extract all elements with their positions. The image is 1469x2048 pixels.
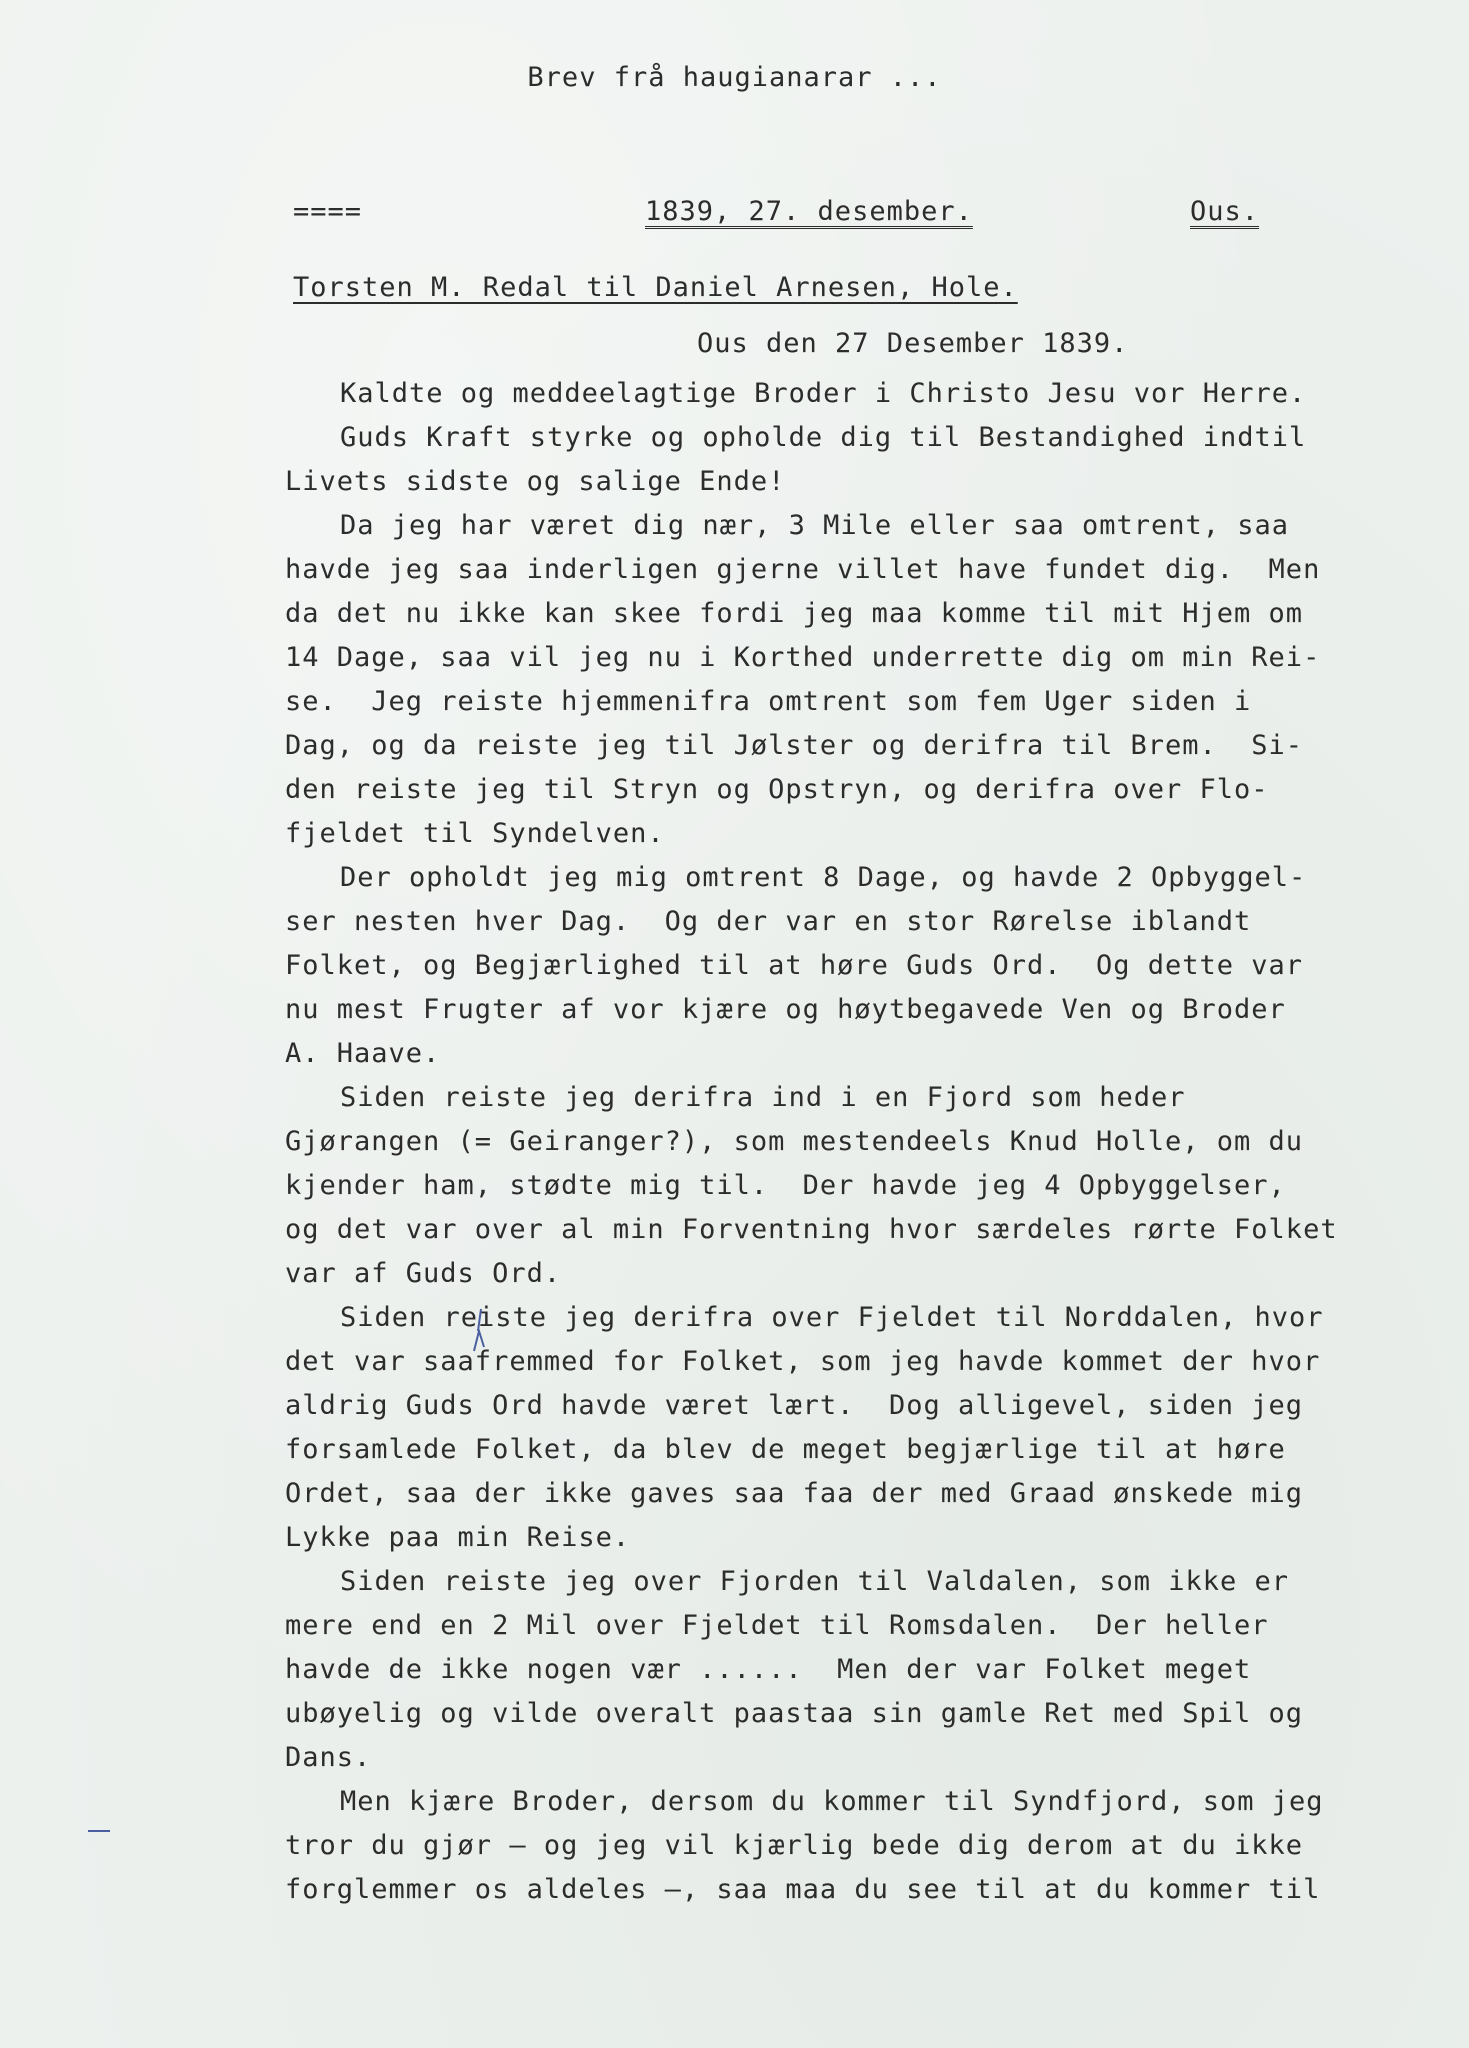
letter-line: var af Guds Ord. [285,1258,562,1289]
letter-line: Men kjære Broder, dersom du kommer til Syndfjord, som jeg [340,1786,1324,1817]
letter-line: det var saafremmed for Folket, som jeg havde kommet der hvor [285,1346,1321,1377]
letter-line: forglemmer os aldeles —, saa maa du see til at du kommer til [285,1874,1321,1905]
letter-subject: Torsten M. Redal til Daniel Arnesen, Hole. [293,272,1018,303]
letter-line: Lykke paa min Reise. [285,1522,631,1553]
page-header: Brev frå haugianarar ... [527,62,942,93]
letter-line: Ordet, saa der ikke gaves saa faa der med Graad ønskede mig [285,1478,1304,1509]
letter-line: Der opholdt jeg mig omtrent 8 Dage, og havde 2 Opbyggel- [340,862,1307,893]
letter-line: Siden reiste jeg derifra ind i en Fjord som heder [340,1082,1186,1113]
letter-place-date: Ous den 27 Desember 1839. [697,328,1129,359]
letter-line: Guds Kraft styrke og opholde dig til Bestandighed indtil [340,422,1307,453]
letter-line: Siden reiste jeg over Fjorden til Valdalen, som ikke er [340,1566,1290,1597]
letter-line: Gjørangen (= Geiranger?), som mestendeels Knud Holle, om du [285,1126,1304,1157]
dateline-marker: ==== [293,196,363,227]
letter-line: Dag, og da reiste jeg til Jølster og derifra til Brem. Si- [285,730,1304,761]
letter-line: Dans. [285,1742,372,1773]
letter-line: forsamlede Folket, da blev de meget begjærlige til at høre [285,1434,1286,1465]
letter-line: da det nu ikke kan skee fordi jeg maa komme til mit Hjem om [285,598,1304,629]
letter-line: A. Haave. [285,1038,441,1069]
letter-body [285,372,1365,1912]
dateline-place: Ous. [1190,196,1260,227]
letter-line: Siden reiste jeg derifra over Fjeldet til Norddalen, hvor [340,1302,1324,1333]
letter-line: ubøyelig og vilde overalt paastaa sin gamle Ret med Spil og [285,1698,1304,1729]
letter-line: kjender ham, stødte mig til. Der havde jeg 4 Opbyggelser, [285,1170,1286,1201]
letter-line: 14 Dage, saa vil jeg nu i Korthed underrette dig om min Rei- [285,642,1321,673]
letter-line: Da jeg har været dig nær, 3 Mile eller saa omtrent, saa [340,510,1290,541]
letter-line: fjeldet til Syndelven. [285,818,665,849]
letter-line: aldrig Guds Ord havde været lært. Dog alligevel, siden jeg [285,1390,1304,1421]
letter-line: havde de ikke nogen vær ...... Men der var Folket meget [285,1654,1252,1685]
letter-line: mere end en 2 Mil over Fjeldet til Romsdalen. Der heller [285,1610,1269,1641]
letter-line: Livets sidste og salige Ende! [285,466,786,497]
letter-line: Kaldte og meddeelagtige Broder i Christo Jesu vor Herre. [340,378,1307,409]
letter-line: havde jeg saa inderligen gjerne villet have fundet dig. Men [285,554,1321,585]
letter-line: nu mest Frugter af vor kjære og høytbegavede Ven og Broder [285,994,1286,1025]
letter-line: ser nesten hver Dag. Og der var en stor Rørelse iblandt [285,906,1252,937]
margin-pen-mark [88,1830,110,1832]
letter-line: Folket, og Begjærlighed til at høre Guds Ord. Og dette var [285,950,1304,981]
dateline-date: 1839, 27. desember. [645,196,973,227]
letter-line: se. Jeg reiste hjemmenifra omtrent som fem Uger siden i [285,686,1252,717]
letter-line: og det var over al min Forventning hvor særdeles rørte Folket [285,1214,1338,1245]
letter-line: tror du gjør — og jeg vil kjærlig bede dig derom at du ikke [285,1830,1304,1861]
letter-line: den reiste jeg til Stryn og Opstryn, og derifra over Flo- [285,774,1269,805]
handwritten-insert-mark [472,1307,486,1353]
